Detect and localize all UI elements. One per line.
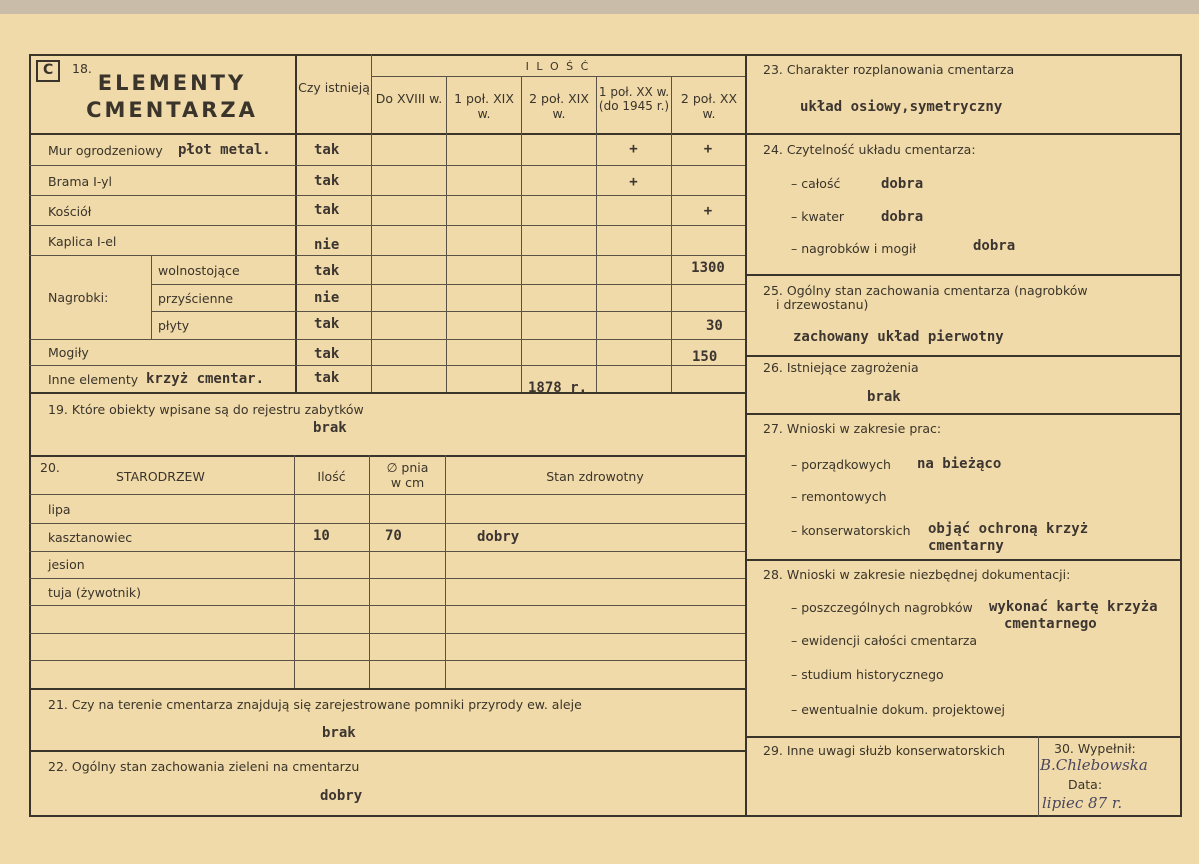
s18-col-exists: Czy istnieją (298, 80, 370, 95)
s18-row-exists: tak (314, 142, 340, 158)
s28-item-label: – poszczególnych nagrobków (791, 600, 973, 615)
s18-row-exists: tak (314, 346, 340, 362)
s27-item-label: – porządkowych (791, 457, 891, 472)
s26-label: 26. Istniejące zagrożenia (763, 360, 919, 375)
s18-row-label: Brama I-yl (48, 174, 113, 189)
s18-period-2: 1 poł. XIX w. (454, 91, 514, 121)
s18-row-exists: tak (314, 173, 340, 189)
s18-row-p5: 30 (706, 318, 723, 334)
s20-col-diam: ∅ pnia (386, 460, 429, 475)
s20-row-health: dobry (477, 529, 520, 545)
s26-value: brak (867, 389, 901, 405)
s27-item-value-cont: cmentarny (928, 538, 1004, 554)
s18-row-label: Inne elementy (48, 372, 139, 387)
s27-label: 27. Wnioski w zakresie prac: (763, 421, 942, 436)
s18-period-1: Do XVIII w. (375, 91, 443, 106)
s18-row-exists: nie (314, 237, 340, 253)
s18-row-exists: tak (314, 316, 340, 332)
s20-row-qty: 10 (313, 528, 330, 544)
s20-row-label: jesion (48, 557, 85, 572)
s30-signature: B.Chlebowska (1040, 756, 1148, 774)
s20-row-diam: 70 (385, 528, 402, 544)
s24-label: 24. Czytelność układu cmentarza: (763, 142, 976, 157)
s18-row-label: Kaplica I-el (48, 234, 117, 249)
s19-value: brak (313, 420, 347, 436)
s28-item-label: – ewentualnie dokum. projektowej (791, 702, 1006, 717)
s20-col-health: Stan zdrowotny (546, 469, 644, 484)
s18-ilosc: I L O Ś Ć (525, 60, 591, 73)
s18-row-label: Mogiły (48, 345, 89, 360)
column-divider-main (745, 54, 747, 817)
s24-item-label: – nagrobków i mogił (791, 241, 917, 256)
s24-item-label: – całość (791, 176, 841, 191)
s20-col-diam-unit: w cm (390, 475, 425, 490)
section-letter: C (43, 62, 54, 78)
s18-row-typed: krzyż cmentar. (146, 371, 265, 387)
s18-row-typed: płot metal. (178, 142, 271, 158)
s18-row-p5: + (703, 203, 713, 219)
s24-item-value: dobra (881, 176, 924, 192)
s18-period-5: 2 poł. XX w. (680, 91, 738, 121)
s28-label: 28. Wnioski w zakresie niezbędnej dokumentacji: (763, 567, 1071, 582)
s30-date-label: Data: (1068, 777, 1103, 792)
s18-period-3: 2 poł. XIX w. (529, 91, 589, 121)
s28-item-value: wykonać kartę krzyża (989, 599, 1158, 615)
s18-row-label: płyty (158, 318, 190, 333)
s20-title: STARODRZEW (116, 469, 205, 484)
s18-number: 18. (72, 61, 92, 76)
s24-item-value: dobra (881, 209, 924, 225)
s18-period-4: 1 poł. XX w. (do 1945 r.) (598, 85, 670, 113)
s24-item-label: – kwater (791, 209, 845, 224)
s25-label: 25. Ogólny stan zachowania cmentarza (nagrobków (763, 283, 1088, 298)
s18-row-p4: + (629, 174, 638, 190)
s20-row-label: kasztanowiec (48, 530, 133, 545)
s18-row-exists: tak (314, 263, 340, 279)
s21-label: 21. Czy na terenie cmentarza znajdują się zarejestrowane pomniki przyrody ew. aleje (48, 697, 582, 712)
nagrobki-label: Nagrobki: (48, 290, 109, 305)
s18-title-line2: CMENTARZA (86, 98, 258, 122)
s23-value: układ osiowy,symetryczny (800, 99, 1003, 115)
s28-item-value-cont: cmentarnego (1004, 616, 1097, 632)
s18-row-exists: tak (314, 202, 340, 218)
s20-col-qty: Ilość (317, 469, 346, 484)
s18-row-p5: + (703, 141, 713, 157)
s27-item-value: na bieżąco (917, 456, 1002, 472)
s18-row-exists: nie (314, 290, 340, 306)
s23-label: 23. Charakter rozplanowania cmentarza (763, 62, 1015, 77)
s18-row-label: wolnostojące (158, 263, 240, 278)
s18-title-line1: ELEMENTY (97, 71, 247, 95)
s18-row-p5: 1300 (691, 260, 725, 276)
s28-item-label: – studium historycznego (791, 667, 944, 682)
s18-row-label: Kościół (48, 204, 92, 219)
s24-item-value: dobra (973, 238, 1016, 254)
s28-item-label: – ewidencji całości cmentarza (791, 633, 978, 648)
s18-row-label: Mur ogrodzeniowy (48, 143, 163, 158)
s25-label-cont: i drzewostanu) (776, 297, 869, 312)
s29-label: 29. Inne uwagi służb konserwatorskich (763, 743, 1005, 758)
s18-header-bottom (29, 133, 745, 135)
s18-row-p5: 150 (692, 349, 718, 365)
s19-label: 19. Które obiekty wpisane są do rejestru zabytków (48, 402, 364, 417)
s20-row-label: tuja (żywotnik) (48, 585, 142, 600)
s18-row-exists: tak (314, 370, 340, 386)
s20-number: 20. (40, 460, 60, 475)
s22-value: dobry (320, 788, 363, 804)
s22-label: 22. Ogólny stan zachowania zieleni na cmentarzu (48, 759, 360, 774)
s25-value: zachowany układ pierwotny (793, 329, 1004, 345)
s20-row-label: lipa (48, 502, 71, 517)
s27-item-label: – konserwatorskich (791, 523, 911, 538)
s18-row-label: przyścienne (158, 291, 234, 306)
s27-item-label: – remontowych (791, 489, 887, 504)
s27-item-value: objąć ochroną krzyż (928, 521, 1089, 537)
s18-year-note: 1878 r. (528, 380, 588, 396)
s30-date-value: lipiec 87 r. (1042, 794, 1123, 812)
s18-row-p4: + (629, 141, 638, 157)
s21-value: brak (322, 725, 356, 741)
s30-label: 30. Wypełnił: (1054, 741, 1136, 756)
